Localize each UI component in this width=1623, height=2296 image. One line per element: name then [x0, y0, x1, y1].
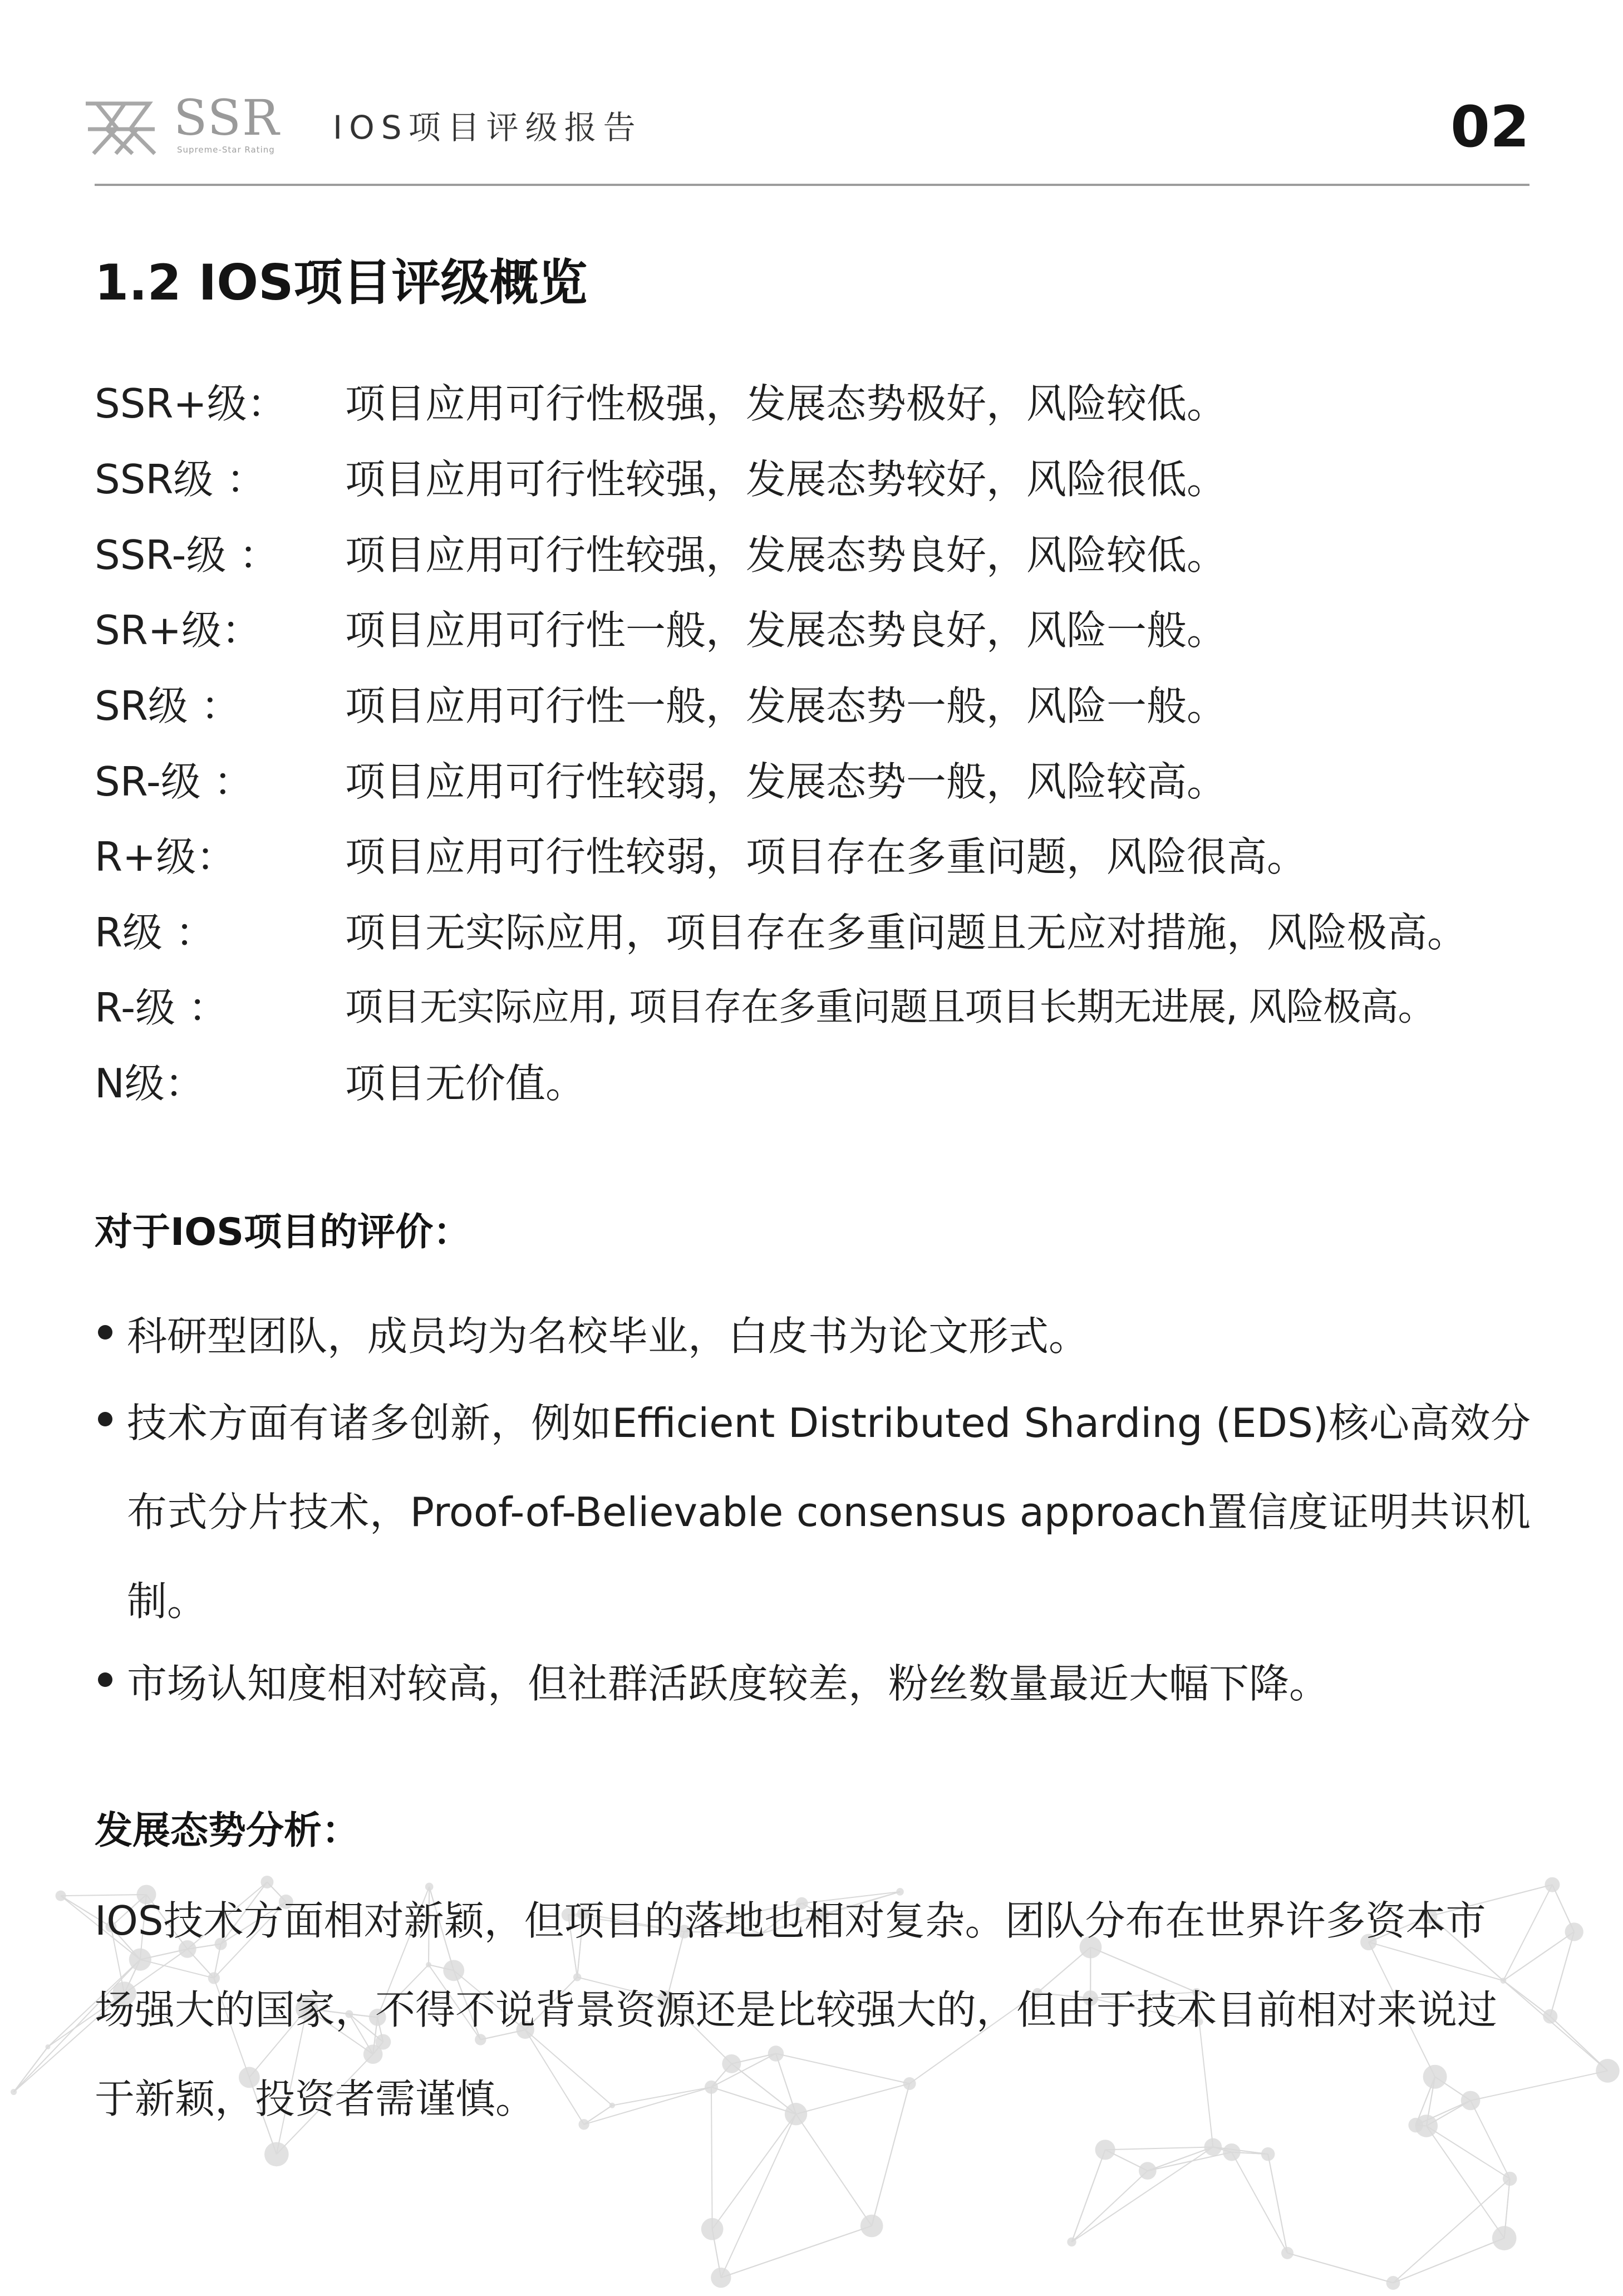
rating-description: 项目应用可行性较弱，发展态势一般，风险较高。 — [345, 758, 1227, 805]
bullet-item — [95, 1378, 1531, 1646]
network-line — [1232, 2152, 1287, 2253]
evaluation-heading: 对于IOS项目的评价： — [95, 1210, 471, 1254]
rating-grade: SSR级 ： — [95, 456, 267, 503]
bullet-text: 技术方面有诸多创新，例如Efficient Distributed Sharding (EDS)核心高效分布式分片技术，Proof-of-Believable consensus approach置信度证明共识机制。 — [127, 1400, 1531, 1625]
analysis-paragraph: IOS技术方面相对新颖，但项目的落地也相对复杂。团队分布在世界许多资本市场强大的国家，不得不说背景资源还是比较强大的，但由于技术目前相对来说过于新颖，投资者需谨慎。 — [95, 1897, 1498, 2122]
network-node — [860, 2215, 883, 2238]
network-node — [1543, 2009, 1557, 2024]
rating-grade: SSR+级： — [95, 380, 287, 427]
network-line — [1072, 2150, 1105, 2242]
network-node — [1503, 2172, 1517, 2186]
network-line — [1072, 2171, 1148, 2242]
network-line — [1268, 2154, 1287, 2253]
rating-description: 项目应用可行性较强，发展态势较好，风险很低。 — [345, 456, 1227, 503]
rating-description: 项目应用可行性较弱，项目存在多重问题，风险很高。 — [345, 833, 1307, 880]
network-node — [1545, 1877, 1560, 1892]
rating-grade: SR-级 ： — [95, 758, 254, 805]
section-heading: 1.2 IOS项目评级概览 — [95, 254, 588, 311]
report-title: IOS项目评级报告 — [333, 109, 642, 146]
logo-subtext: Supreme-Star Rating — [177, 145, 275, 155]
network-line — [1393, 2238, 1504, 2283]
network-node — [701, 2218, 724, 2240]
network-line — [1287, 2253, 1393, 2283]
network-line — [1072, 2147, 1213, 2242]
network-node — [1139, 2162, 1157, 2180]
rating-description: 项目无价值。 — [345, 1060, 586, 1107]
rating-description: 项目应用可行性极强，发展态势极好，风险较低。 — [345, 380, 1227, 427]
logo-text: SSR — [174, 89, 281, 146]
rating-grade: SR+级： — [95, 607, 262, 654]
bullet-text: 科研型团队，成员均为名校毕业，白皮书为论文形式。 — [127, 1313, 1089, 1360]
bullet-icon — [98, 1325, 112, 1340]
bullet-icon — [98, 1412, 112, 1426]
rating-description: 项目应用可行性一般，发展态势一般，风险一般。 — [345, 683, 1227, 729]
network-node — [1067, 2238, 1076, 2246]
network-line — [1105, 2147, 1213, 2150]
network-node — [1223, 2143, 1240, 2161]
rating-description: 项目无实际应用，项目存在多重问题且无应对措施，风险极高。 — [345, 909, 1468, 956]
network-line — [14, 2047, 48, 2092]
network-node — [46, 2044, 51, 2049]
network-node — [1281, 2247, 1294, 2259]
network-line — [1550, 1932, 1574, 2017]
rating-grade: SR级 ： — [95, 683, 241, 729]
network-node — [264, 2142, 289, 2167]
analysis-heading: 发展态势分析： — [95, 1809, 360, 1853]
network-node — [711, 2268, 731, 2288]
bullet-icon — [98, 1672, 112, 1687]
network-line — [721, 2226, 872, 2278]
network-node — [1565, 1922, 1583, 1941]
network-node — [1596, 2059, 1620, 2083]
rating-description: 项目无实际应用, 项目存在多重问题且项目长期无进展, 风险极高。 — [345, 985, 1435, 1029]
network-node — [11, 2089, 17, 2095]
rating-grade: R-级 ： — [95, 984, 228, 1031]
network-node — [56, 1891, 66, 1901]
network-node — [1261, 2147, 1275, 2161]
bullet-item — [95, 1292, 1531, 1381]
bullet-item — [95, 1639, 1531, 1728]
network-node — [1386, 2276, 1400, 2290]
rating-grade: SSR-级 ： — [95, 532, 279, 578]
bullet-text: 市场认知度相对较高，但社群活跃度较差，粉丝数量最近大幅下降。 — [127, 1660, 1330, 1707]
rating-grade: R+级： — [95, 833, 237, 880]
rating-description: 项目应用可行性较强，发展态势良好，风险较低。 — [345, 532, 1227, 578]
rating-grade: R级 ： — [95, 909, 215, 956]
header-divider — [95, 184, 1529, 186]
page-number: 02 — [1450, 94, 1529, 160]
network-line — [1393, 2179, 1510, 2283]
network-node — [1492, 2226, 1517, 2250]
rating-grade: N级： — [95, 1060, 205, 1107]
rating-description: 项目应用可行性一般，发展态势良好，风险一般。 — [345, 607, 1227, 654]
